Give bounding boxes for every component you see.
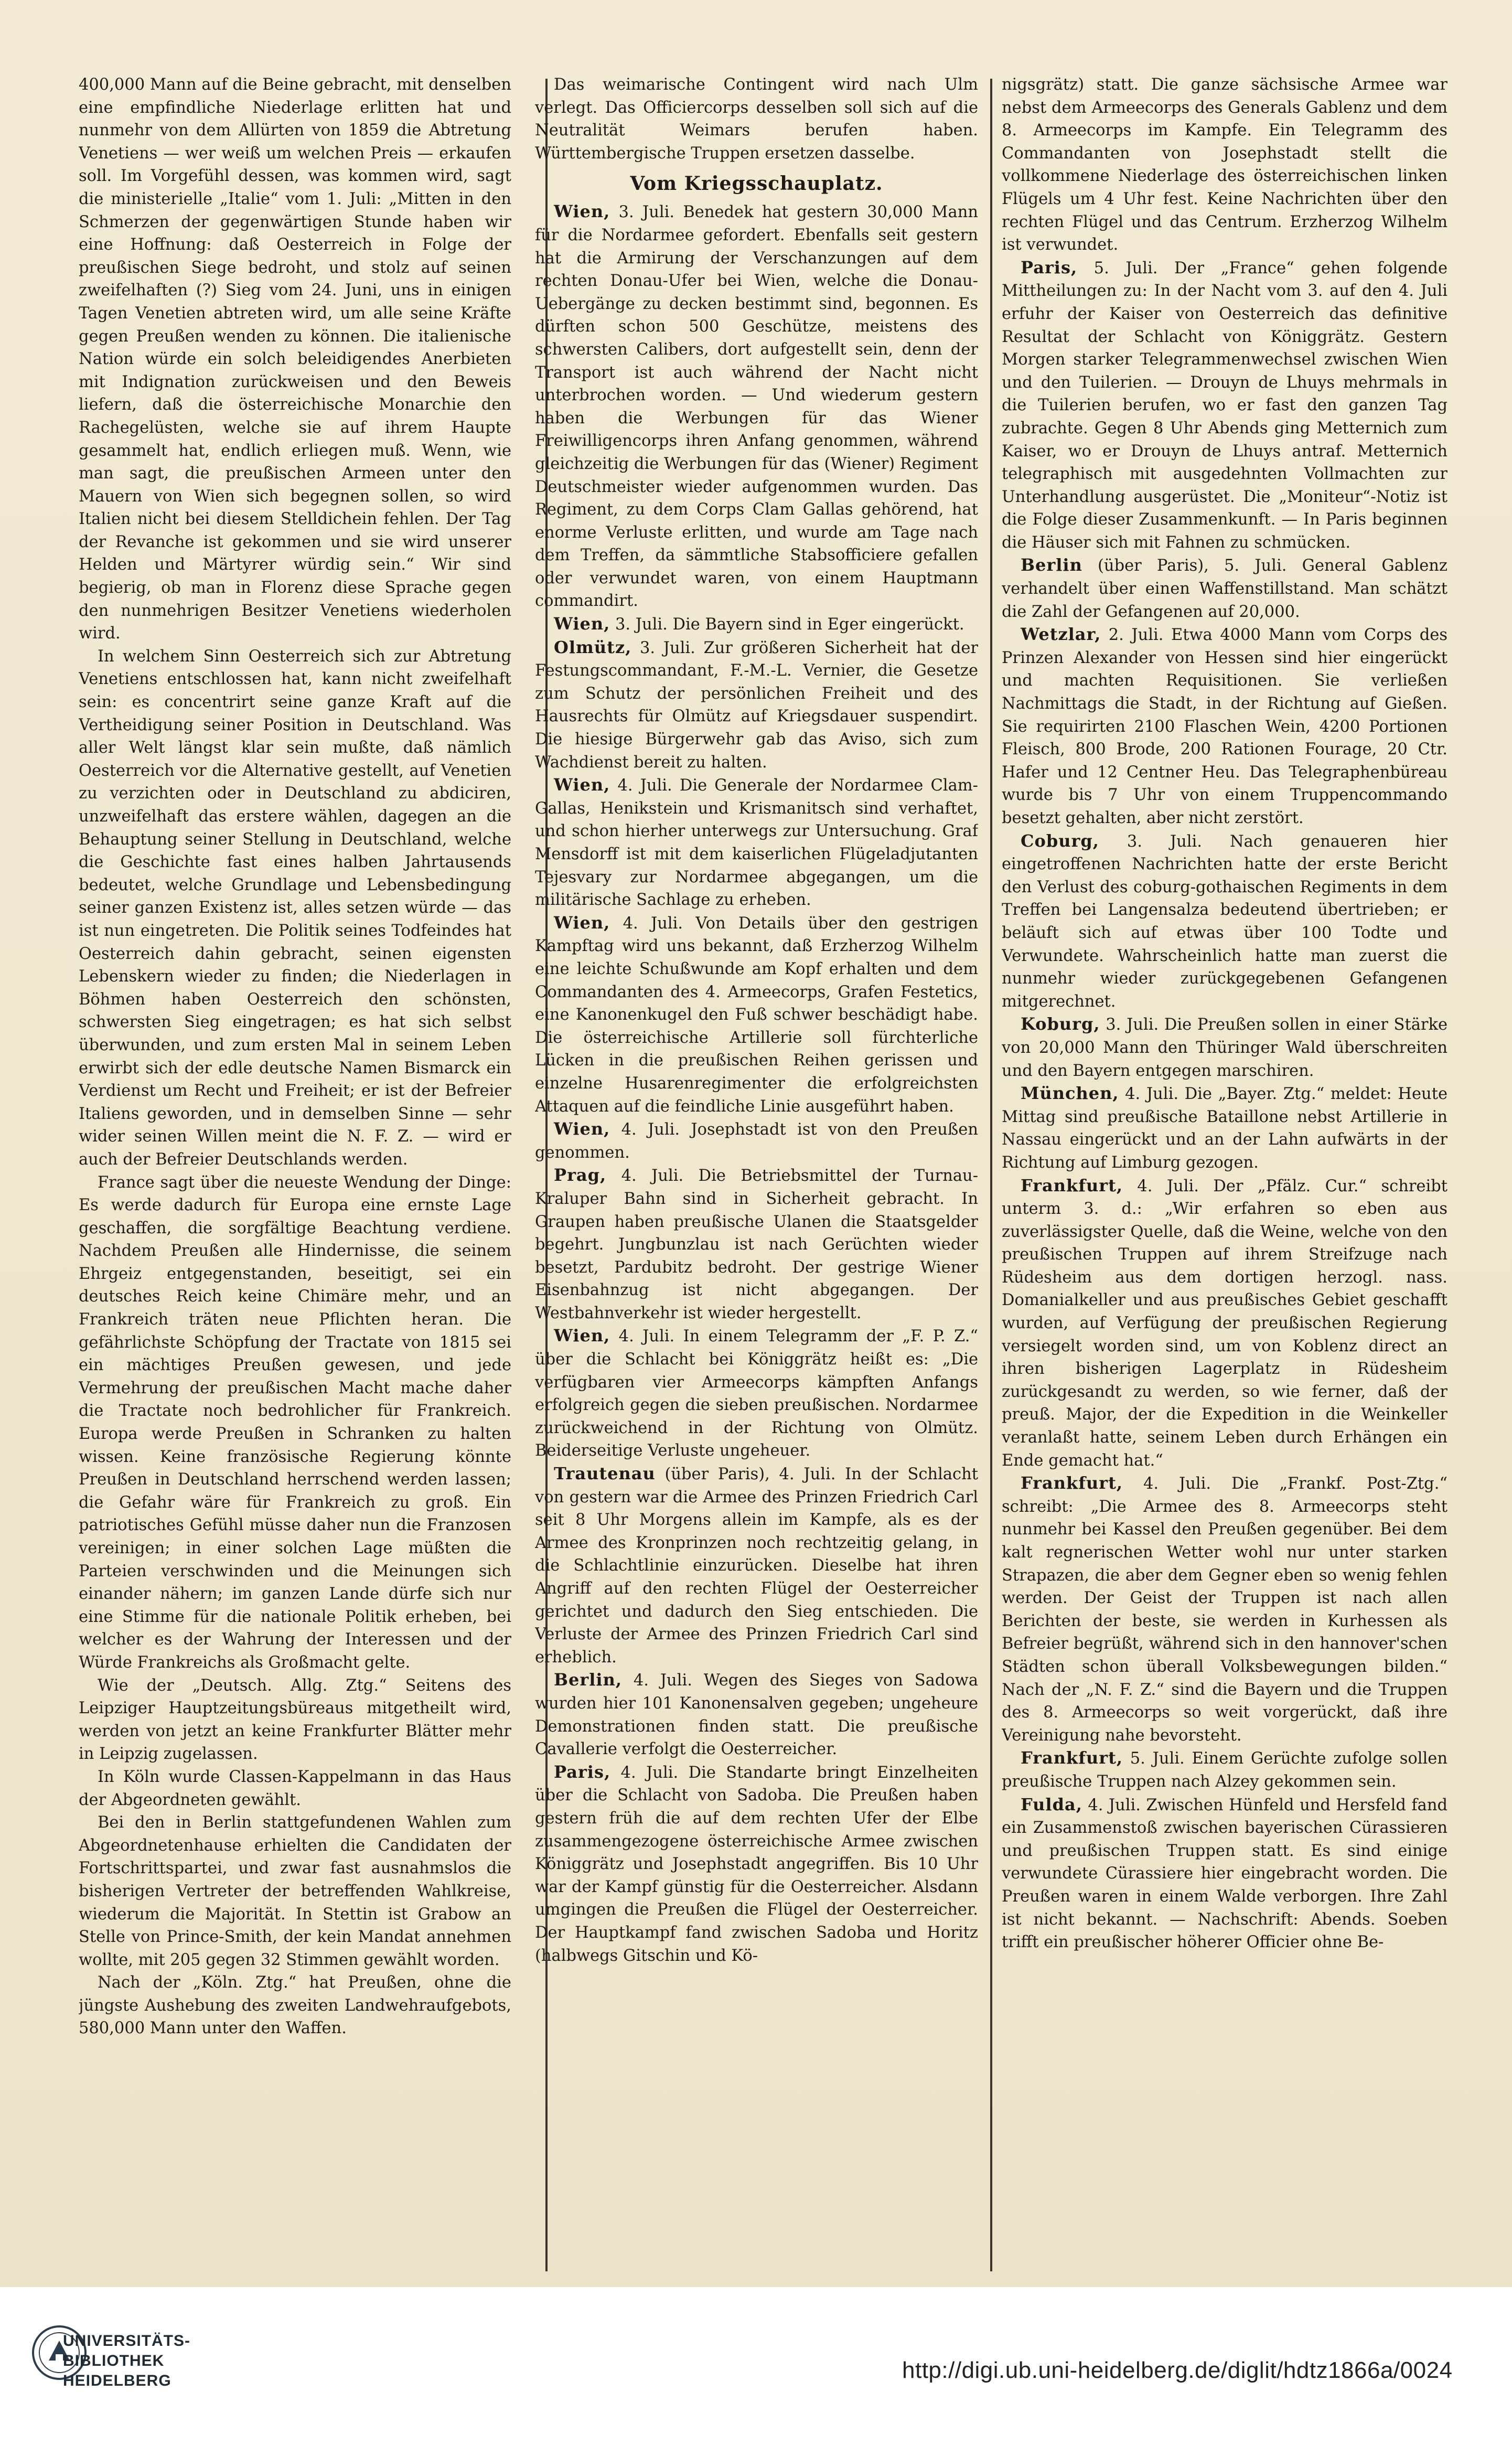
dateline: Fulda,: [1021, 1794, 1082, 1814]
library-name-line: HEIDELBERG: [63, 2372, 171, 2389]
news-item-text: 4. Juli. Zwischen Hünfeld und Hersfeld fand ein Zusammenstoß zwischen bayerischen Cürassieren und preußischen Truppen statt. Es sind einige verwundete Cürassiere hier eingebracht worden. Die Preußen waren in einem Walde verborgen. Ihre Zahl ist nicht bekannt. — Nachschrift: Abends. Soeben trifft ein preußischer höherer Officier ohne Be-: [1002, 1796, 1447, 1952]
news-item: [1002, 830, 1447, 1013]
dateline: Frankfurt,: [1021, 1473, 1123, 1493]
news-item-text: 4. Juli. Die Standarte bringt Einzelheiten über die Schlacht von Sadoba. Die Preußen haben gestern früh die auf dem rechten Ufer der Elbe zusammengezogene österreichische Armee zwischen Königgrätz und Josephstadt angegriffen. Bis 10 Uhr war der Kampf günstig für die Oesterreicher. Alsdann umgingen die Preußen die Flügel der Oesterreicher. Der Hauptkampf fand zwischen Sadoba und Horitz (halbwegs Gitschin und Kö-: [535, 1763, 978, 1965]
dateline: Prag,: [554, 1165, 607, 1186]
dateline: Wien,: [554, 201, 610, 222]
news-item-text: 4. Juli. Die Generale der Nordarmee Clam-Gallas, Henikstein und Krismanitsch sind verhaftet, und schon hierher unterwegs zur Untersuchung. Graf Mensdorff ist mit dem kaiserlichen Flügeladjutanten Tejesvary zur Nordarmee abgegangen, um die militärische Sachlage zu erheben.: [535, 776, 978, 910]
news-item: [1002, 1747, 1447, 1793]
column-divider: [990, 79, 992, 2271]
paragraph: In Köln wurde Classen-Kappelmann in das Haus der Abgeordneten gewählt.: [79, 1767, 511, 1809]
library-name-line: UNIVERSITÄTS-: [63, 2332, 191, 2350]
dateline: Wien,: [554, 1119, 610, 1139]
news-item-text: 3. Juli. Die Preußen sollen in einer Stärke von 20,000 Mann den Thüringer Wald überschreiten und den Bayern entgegen marschiren.: [1002, 1016, 1447, 1080]
news-item: [535, 1118, 978, 1164]
news-item-text: 2. Juli. Etwa 4000 Mann vom Corps des Prinzen Alexander von Hessen sind hier eingerückt und machten Requisitionen. Sie verließen Nachmittags die Stadt, in der Richtung auf Gießen. Sie requirirten 2100 Flaschen Wein, 4200 Portionen Fleisch, 800 Brode, 200 Rationen Fourage, 20 Ctr. Hafer und 12 Centner Heu. Das Telegraphenbüreau wurde bis 7 Uhr von einem Truppencommando besetzt gehalten, aber nicht zerstört.: [1002, 626, 1447, 827]
news-item-text: (über Paris), 5. Juli. General Gablenz verhandelt über einen Waffenstillstand. Man schätzt die Zahl der Gefangenen auf 20,000.: [1002, 557, 1447, 621]
dateline: Paris,: [1021, 257, 1078, 277]
news-item-text: 5. Juli. Der „France“ gehen folgende Mittheilungen zu: In der Nacht vom 3. auf den 4. Juli erfuhr der Kaiser von Oesterreich das definitive Resultat der Schlacht von Königgrätz. Gestern Morgen starker Telegrammenwechsel zwischen Wien und den Tuilerien. — Drouyn de Lhuys mehrmals in die Tuilerien berufen, wo er fast den ganzen Tag zubrachte. Gegen 8 Uhr Abends ging Metternich zum Kaiser, wo er Drouyn de Lhuys antraf. Metternich telegraphisch mit ausgedehnten Vollmachten zur Unterhandlung ausgerüstet. Die „Moniteur“-Notiz ist die Folge dieser Zusammenkunft. — In Paris beginnen die Häuser sich mit Fahnen zu schmücken.: [1002, 259, 1447, 552]
news-item-text: 4. Juli. Von Details über den gestrigen Kampftag wird uns bekannt, daß Erzherzog Wilhelm eine leichte Schußwunde am Kopf erhalten und dem Commandanten des 4. Armeecorps, Grafen Festetics, eine Kanonenkugel den Fuß schwer beschädigt habe. Die österreichische Artillerie soll fürchterliche Lücken in die preußischen Reihen gerissen und einzelne Husarenregimenter die erfolgreichsten Attaquen auf die feindliche Linie ausgeführt haben.: [535, 914, 978, 1116]
section-heading: Vom Kriegsschauplatz.: [630, 173, 883, 195]
news-item: [535, 636, 978, 774]
news-item: [1002, 1174, 1447, 1472]
text-column-3: [1002, 73, 1447, 2287]
paragraph: 400,000 Mann auf die Beine gebracht, mit denselben eine empfindliche Niederlage erlitten hat und nunmehr von dem Allürten von 1859 die Abtretung Venetiens — wer weiß um welchen Preis — erkaufen soll. Im Vorgefühl dessen, was kommen wird, sagt die ministerielle „Italie“ vom 1. Juli: „Mitten in den Schmerzen der gegenwärtigen Stunde haben wir eine Hoffnung: daß Oesterreich in Folge der preußischen Siege bedroht, und stolz auf seinen zweifelhaften (?) Sieg vom 24. Juni, uns in einigen Tagen Venetien abtreten wird, um alle seine Kräfte gegen Preußen wenden zu können. Die italienische Nation würde ein solch beleidigendes Anerbieten mit Indignation zurückweisen und den Beweis liefern, daß die österreichische Monarchie den Rachegelüsten, welche sie auf ihrem Haupte gesammelt hat, endlich erliegen muß. Wenn, wie man sagt, die preußischen Armeen unter den Mauern von Wien sich begegnen sollen, so wird Italien nicht bei diesem Stelldichein fehlen. Der Tag der Revanche ist gekommen und sie wird unserer Helden und Märtyrer würdig sein.“ Wir sind begierig, ob man in Florenz diese Sprache gegen den nunmehrigen Besitzer Venetiens wiederholen wird.: [79, 76, 511, 643]
dateline: Trautenau: [554, 1464, 656, 1484]
dateline: Olmütz,: [554, 637, 632, 657]
news-item-text: 4. Juli. Die „Frankf. Post-Ztg.“ schreibt: „Die Armee des 8. Armeecorps steht nunmehr bei Kassel den Preußen gegenüber. Bei dem kalt regnerischen Wetter wohl nur unter starken Strapazen, die aber dem Gegner eben so wenig fehlen werden. Der Geist der Truppen ist nach allen Berichten der beste, sie werden in Kurhessen als Befreier begrüßt, während sich in den hannover'schen Städten schon überall Volksbewegungen bilden.“ Nach der „N. F. Z.“ sind die Bayern und die Truppen des 8. Armeecorps so weit vorgerückt, daß ihre Vereinigung nahe bevorsteht.: [1002, 1475, 1447, 1745]
news-item-text: 5. Juli. Einem Gerüchte zufolge sollen preußische Truppen nach Alzey gekommen sein.: [1002, 1749, 1447, 1791]
paragraph: nigsgrätz) statt. Die ganze sächsische Armee war nebst dem Armeecorps des Generals Gablenz und dem 8. Armeecorps im Kampfe. Ein Telegramm des Commandanten von Josephstadt stellt die vollkommene Niederlage des österreichischen linken Flügels um 4 Uhr fest. Keine Nachrichten über den rechten Flügel und das Centrum. Erzherzog Wilhelm ist verwundet.: [1002, 76, 1447, 254]
dateline: Wien,: [554, 1326, 610, 1346]
news-item: [1002, 1082, 1447, 1174]
news-item: [535, 200, 978, 613]
library-name: [63, 2331, 283, 2391]
news-item: [535, 1761, 978, 1967]
news-item: [1002, 1472, 1447, 1747]
dateline: Frankfurt,: [1021, 1175, 1123, 1195]
text-column-2: [535, 73, 978, 2287]
news-item: [535, 1164, 978, 1325]
news-item-text: 3. Juli. Zur größeren Sicherheit hat der Festungscommandant, F.-M.-L. Vernier, die Gesetze zum Schutz der persönlichen Freiheit und des Hausrechts für Olmütz auf Kriegsdauer suspendirt. Die hiesige Bürgerwehr gab das Aviso, sich zum Wachdienst bereit zu halten.: [535, 638, 978, 772]
dateline: Wien,: [554, 775, 610, 795]
digitization-footer: [0, 2287, 1512, 2456]
news-item: [535, 774, 978, 912]
paragraph: Das weimarische Contingent wird nach Ulm verlegt. Das Officiercorps desselben soll sich auf die Neutralität Weimars berufen haben. Württembergische Truppen ersetzen dasselbe.: [535, 76, 978, 163]
news-item: [535, 912, 978, 1118]
dateline: Wien,: [554, 614, 610, 634]
text-column-1: [79, 73, 511, 2287]
dateline: Koburg,: [1021, 1014, 1100, 1034]
news-item-text: (über Paris), 4. Juli. In der Schlacht von gestern war die Armee des Prinzen Friedrich Carl seit 8 Uhr Morgens allein im Kampfe, als es der Armee des Kronprinzen noch rechtzeitig gelang, in die Schlachtlinie einzurücken. Dieselbe hat ihren Angriff auf den rechten Flügel der Oesterreicher gerichtet und dadurch den Sieg entschieden. Die Verluste der Armee des Prinzen Friedrich Carl sind erheblich.: [535, 1465, 978, 1667]
dateline: Paris,: [554, 1761, 611, 1782]
news-item-text: 4. Juli. Der „Pfälz. Cur.“ schreibt unterm 3. d.: „Wir erfahren so eben aus zuverlässigster Quelle, daß die Weine, welche von den preußischen Truppen auf ihrem Streifzuge nach Rüdesheim aus dem dortigen herzogl. nass. Domanialkeller und aus preußisches Gebiet geschafft wurden, auf Verfügung der preußischen Regierung versiegelt worden sind, um von Koblenz direct an ihren bisherigen Lagerplatz in Rüdesheim zurückgesandt zu werden, so wie ferner, daß der preuß. Major, der die Expedition in die Weinkeller veranlaßt hatte, seinem Leben durch Erhängen ein Ende gemacht hat.“: [1002, 1177, 1447, 1470]
news-item-text: 3. Juli. Nach genaueren hier eingetroffenen Nachrichten hatte der erste Bericht den Verlust des coburg-gothaischen Regiments in dem Treffen bei Langensalza bedeutend übertrieben; er beläuft sich auf etwas über 100 Todte und Verwundete. Wahrscheinlich hatte man zuerst die nunmehr wieder zurückgegebenen Gefangenen mitgerechnet.: [1002, 832, 1447, 1011]
news-item-text: 4. Juli. Josephstadt ist von den Preußen genommen.: [535, 1120, 978, 1162]
news-item: [535, 1462, 978, 1669]
paragraph: Bei den in Berlin stattgefundenen Wahlen zum Abgeordnetenhause erhielten die Candidaten der Fortschrittspartei, und zwar fast ausnahmslos die bisherigen Vertreter der betreffenden Wahlkreise, wiederum die Majorität. In Stettin ist Grabow an Stelle von Prince-Smith, der kein Mandat annehmen wollte, mit 205 gegen 32 Stimmen gewählt worden.: [79, 1813, 511, 1969]
dateline: München,: [1021, 1083, 1119, 1104]
paragraph: Nach der „Köln. Ztg.“ hat Preußen, ohne die jüngste Aushebung des zweiten Landwehraufgebots, 580,000 Mann unter den Waffen.: [79, 1973, 511, 2038]
news-item-text: 3. Juli. Benedek hat gestern 30,000 Mann für die Nordarmee gefordert. Ebenfalls seit gestern hat die Armirung der Verschanzungen auf dem rechten Donau-Ufer bei Wien, welche die Donau-Uebergänge zu decken bestimmt sind, begonnen. Es dürften schon 500 Geschütze, meistens des schwersten Calibers, dort aufgestellt sein, denn der Transport ist auch während der Nacht nicht unterbrochen worden. — Und wiederum gestern haben die Werbungen für das Wiener Freiwilligencorps ihren Anfang genommen, während gleichzeitig die Werbungen für das (Wiener) Regiment Deutschmeister wieder aufgenommen wurden. Das Regiment, zu dem Corps Clam Gallas gehörend, hat enorme Verluste erlitten, und wurde am Tage nach dem Treffen, da sämmtliche Stabsofficiere gefallen oder verwundet waren, von einem Hauptmann commandirt.: [535, 203, 978, 611]
source-url[interactable]: http://digi.ub.uni-heidelberg.de/diglit/hdtz1866a/0024: [902, 2357, 1453, 2383]
dateline: Wien,: [554, 912, 610, 933]
paragraph: In welchem Sinn Oesterreich sich zur Abtretung Venetiens entschlossen hat, kann nicht zweifelhaft sein: es concentrirt seine ganze Kraft auf die Vertheidigung seiner Position in Deutschland. Was aller Welt längst klar sein mußte, daß nämlich Oesterreich vor die Alternative gestellt, auf Venetien zu verzichten oder in Deutschland zu abdiciren, unzweifelhaft das erstere wählen, dagegen an die Behauptung seiner Stellung in Deutschland, welche die Geschichte fast eines halben Jahrtausends bedeutet, welche Grundlage und Lebensbedingung seiner ganzen Existenz ist, alles setzen würde — das ist nun eingetreten. Die Politik seines Todfeindes hat Oesterreich dahin gebracht, seinen eigensten Lebenskern wieder zu finden; die Niederlagen in Böhmen haben Oesterreich den schönsten, schwersten Sieg eingetragen; es hat sich selbst überwunden, und zum ersten Mal in seinem Leben erwirbt sich der edle deutsche Namen Bismarck ein Verdienst um Recht und Freiheit; er ist der Befreier Italiens geworden, und in demselben Sinne — sehr wider seinen Willen meint die N. F. Z. — wird er auch der Befreier Deutschlands werden.: [79, 647, 511, 1169]
news-item-text: 4. Juli. Wegen des Sieges von Sadowa wurden hier 101 Kanonensalven gegeben; ungeheure Demonstrationen finden statt. Die preußische Cavallerie verfolgt die Oesterreicher.: [535, 1671, 978, 1759]
dateline: Wetzlar,: [1021, 624, 1101, 645]
news-item-text: 4. Juli. Die Betriebsmittel der Turnau-Kraluper Bahn sind in Sicherheit gebracht. In Graupen haben preußische Ulanen die Staatsgelder begehrt. Jungbunzlau ist nach Gerüchten wieder besetzt, Pardubitz bedroht. Der gestrige Wiener Eisenbahnzug ist nicht abgegangen. Der Westbahnverkehr ist wieder hergestellt.: [535, 1167, 978, 1322]
news-item: [1002, 554, 1447, 623]
news-item: [535, 613, 978, 636]
dateline: Berlin,: [554, 1670, 622, 1690]
dateline: Frankfurt,: [1021, 1748, 1123, 1768]
paragraph: France sagt über die neueste Wendung der Dinge: Es werde dadurch für Europa eine ernste Lage geschaffen, die sorgfältige Beachtung verdiene. Nachdem Preußen alle Hindernisse, die seinem Ehrgeiz entgegenstanden, beseitigt, sei ein deutsches Reich keine Chimäre mehr, und an Frankreich träten neue Pflichten heran. Die gefährlichste Schöpfung der Tractate von 1815 sei ein mächtiges Preußen gewesen, und jede Vermehrung der preußischen Macht mache daher die Tractate noch bedrohlicher für Frankreich. Europa werde Preußen in Schranken zu halten wissen. Keine französische Regierung könnte Preußen in Deutschland herrschend werden lassen; die Gefahr wäre für Frankreich zu groß. Ein patriotisches Gefühl müsse daher nun die Franzosen vereinigen; in einer solchen Lage müßten die Parteien verschwinden und die Meinungen sich einander nähern; im ganzen Lande dürfe sich nur eine Stimme für die nationale Politik erheben, bei welcher es der Wahrung der Interessen und der Würde Frankreichs als Großmacht gelte.: [79, 1173, 511, 1672]
news-item: [1002, 1013, 1447, 1082]
news-item: [1002, 257, 1447, 554]
news-item: [535, 1325, 978, 1462]
news-item-text: 3. Juli. Die Bayern sind in Eger eingerückt.: [610, 615, 964, 634]
library-name-line: BIBLIOTHEK: [63, 2352, 165, 2369]
dateline: Berlin: [1021, 555, 1082, 575]
news-item: [1002, 623, 1447, 829]
dateline: Coburg,: [1021, 830, 1099, 851]
news-item-text: 4. Juli. Die „Bayer. Ztg.“ meldet: Heute Mittag sind preußische Bataillone nebst Artillerie in Nassau eingerückt und an der Lahn aufwärts in der Richtung auf Limburg gezogen.: [1002, 1085, 1447, 1172]
news-item-text: 4. Juli. In einem Telegramm der „F. P. Z.“ über die Schlacht bei Königgrätz heißt es: „Die verfügbaren vier Armeecorps kämpften Anfangs erfolgreich gegen die sieben preußischen. Nordarmee zurückweichend in der Richtung von Olmütz. Beiderseitige Verluste ungeheuer.: [535, 1327, 978, 1460]
news-item: [535, 1669, 978, 1760]
news-item: [1002, 1793, 1447, 1954]
paragraph: Wie der „Deutsch. Allg. Ztg.“ Seitens des Leipziger Hauptzeitungsbüreaus mitgetheilt wird, werden von jetzt an keine Frankfurter Blätter mehr in Leipzig zugelassen.: [79, 1676, 511, 1764]
